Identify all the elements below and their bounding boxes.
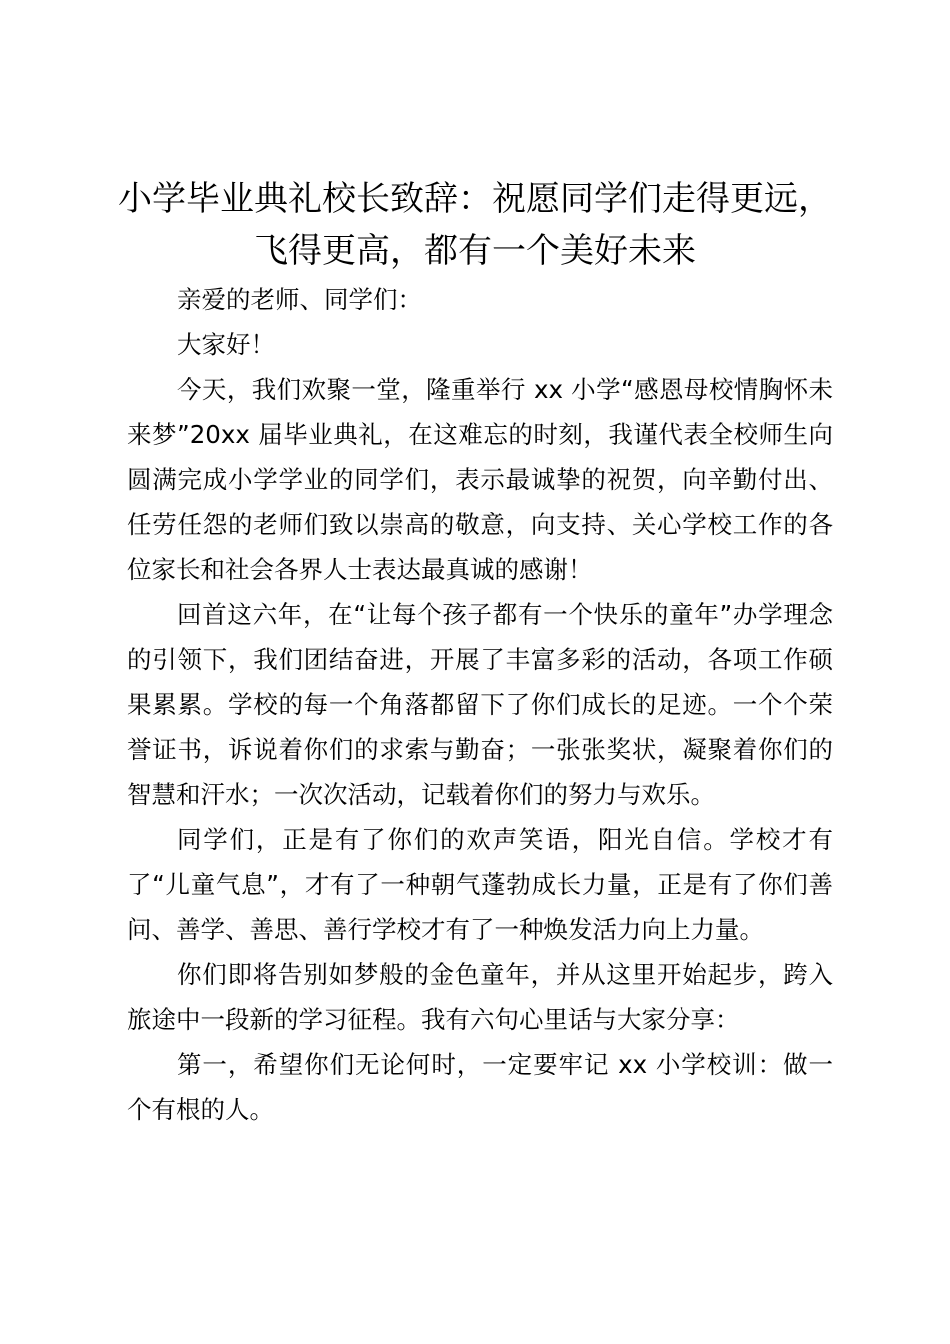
greeting-paragraph: 大家好！ — [177, 330, 275, 359]
body-paragraph: 回首这六年，在“让每个孩子都有一个快乐的童年”办学理念的引领下，我们团结奋进，开展了丰富多彩的活动，各项工作硕果累累。学校的每一个角落都留下了你们成长的足迹。一个个荣誉证书，诉说着你们的求索与勤奋；一张张奖状，凝聚着你们的智慧和汗水；一次次活动，记载着你们的努力与欢乐。 — [127, 600, 833, 809]
document-title — [100, 173, 850, 277]
title-line-1: 小学毕业典礼校长致辞：祝愿同学们走得更远， — [118, 179, 832, 219]
salutation-paragraph: 亲爱的老师、同学们： — [177, 285, 422, 314]
body-paragraph: 第一，希望你们无论何时，一定要牢记 xx 小学校训：做一个有根的人。 — [127, 1050, 833, 1124]
body-paragraph: 你们即将告别如梦般的金色童年，并从这里开始起步，跨入旅途中一段新的学习征程。我有六句心里话与大家分享： — [127, 960, 833, 1034]
title-line-2: 飞得更高，都有一个美好未来 — [254, 231, 696, 271]
body-paragraph: 今天，我们欢聚一堂，隆重举行 xx 小学“感恩母校情胸怀未来梦”20xx 届毕业典礼，在这难忘的时刻，我谨代表全校师生向圆满完成小学学业的同学们，表示最诚挚的祝贺，向辛勤付出、任劳任怨的老师们致以崇高的敬意，向支持、关心学校工作的各位家长和社会各界人士表达最真诚的感谢！ — [127, 375, 833, 584]
document-body — [127, 277, 833, 1132]
body-paragraph: 同学们，正是有了你们的欢声笑语，阳光自信。学校才有了“儿童气息”，才有了一种朝气蓬勃成长力量，正是有了你们善问、善学、善思、善行学校才有了一种焕发活力向上力量。 — [127, 825, 833, 944]
